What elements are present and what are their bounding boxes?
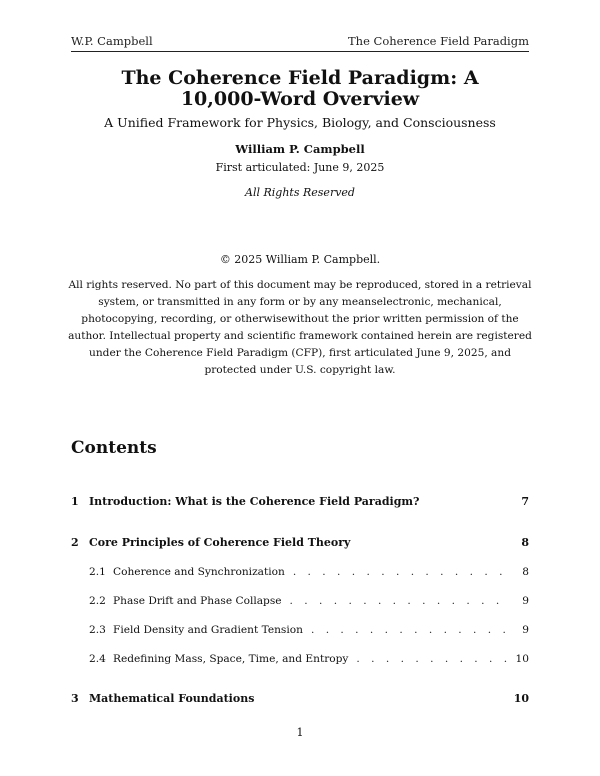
toc-entry-2-2[interactable] <box>89 595 529 611</box>
toc-number: 3 <box>71 692 79 705</box>
toc-entry-2-1[interactable] <box>89 566 529 582</box>
header-rule <box>71 51 529 52</box>
toc-title: Core Principles of Coherence Field Theory <box>89 536 351 549</box>
toc-title: Mathematical Foundations <box>89 692 255 705</box>
running-header <box>71 34 529 48</box>
title-line-2: 10,000-Word Overview <box>180 88 420 110</box>
toc-page: 10 <box>515 653 529 665</box>
toc-entry-1[interactable] <box>71 495 529 511</box>
toc-leader-dots <box>311 624 507 636</box>
toc-title: Introduction: What is the Coherence Field Paradigm? <box>89 495 420 508</box>
toc-leader-dots <box>290 595 507 607</box>
toc-page: 9 <box>522 595 529 607</box>
toc-title: Coherence and Synchronization <box>113 566 285 578</box>
toc-page: 8 <box>521 536 529 549</box>
toc-leader-dots <box>293 566 507 578</box>
toc-number: 2.1 <box>89 566 106 578</box>
articulated-date: First articulated: June 9, 2025 <box>215 161 385 174</box>
author-name: William P. Campbell <box>235 142 365 156</box>
header-title: The Coherence Field Paradigm <box>348 34 529 48</box>
toc-number: 2.2 <box>89 595 106 607</box>
title-line-1: The Coherence Field Paradigm: A <box>121 67 479 89</box>
toc-number: 2.4 <box>89 653 106 665</box>
toc-title: Field Density and Gradient Tension <box>113 624 303 636</box>
toc-page: 8 <box>522 566 529 578</box>
toc-entry-2-4[interactable] <box>89 653 529 669</box>
document-title <box>71 68 529 110</box>
toc-entry-3[interactable] <box>71 692 529 708</box>
rights-statement: All Rights Reserved <box>245 186 355 199</box>
toc-title: Redefining Mass, Space, Time, and Entropy <box>113 653 349 665</box>
toc-page: 7 <box>521 495 529 508</box>
toc-number: 2 <box>71 536 79 549</box>
toc-entry-2-3[interactable] <box>89 624 529 640</box>
page-number: 1 <box>296 726 304 739</box>
header-author: W.P. Campbell <box>71 34 153 48</box>
copyright-notice: All rights reserved. No part of this document may be reproduced, stored in a retrieval system, or transmitted in any form or by any meanselectronic, mechanical, photocopying, recording, or otherwisewithout the prior written permission of the author. Intellectual property and scientific framework contained herein are registered under the Coherence Field Paradigm (CFP), first articulated June 9, 2025, and protected under U.S. copyright law. <box>68 279 532 376</box>
toc-entry-2[interactable] <box>71 536 529 552</box>
toc-page: 9 <box>522 624 529 636</box>
toc-number: 2.3 <box>89 624 106 636</box>
contents-heading: Contents <box>71 438 157 458</box>
toc-page: 10 <box>513 692 529 705</box>
document-subtitle: A Unified Framework for Physics, Biology, and Consciousness <box>104 115 496 130</box>
copyright-line: © 2025 William P. Campbell. <box>219 253 381 266</box>
toc-title: Phase Drift and Phase Collapse <box>113 595 282 607</box>
toc-leader-dots <box>356 653 507 665</box>
toc-number: 1 <box>71 495 79 508</box>
